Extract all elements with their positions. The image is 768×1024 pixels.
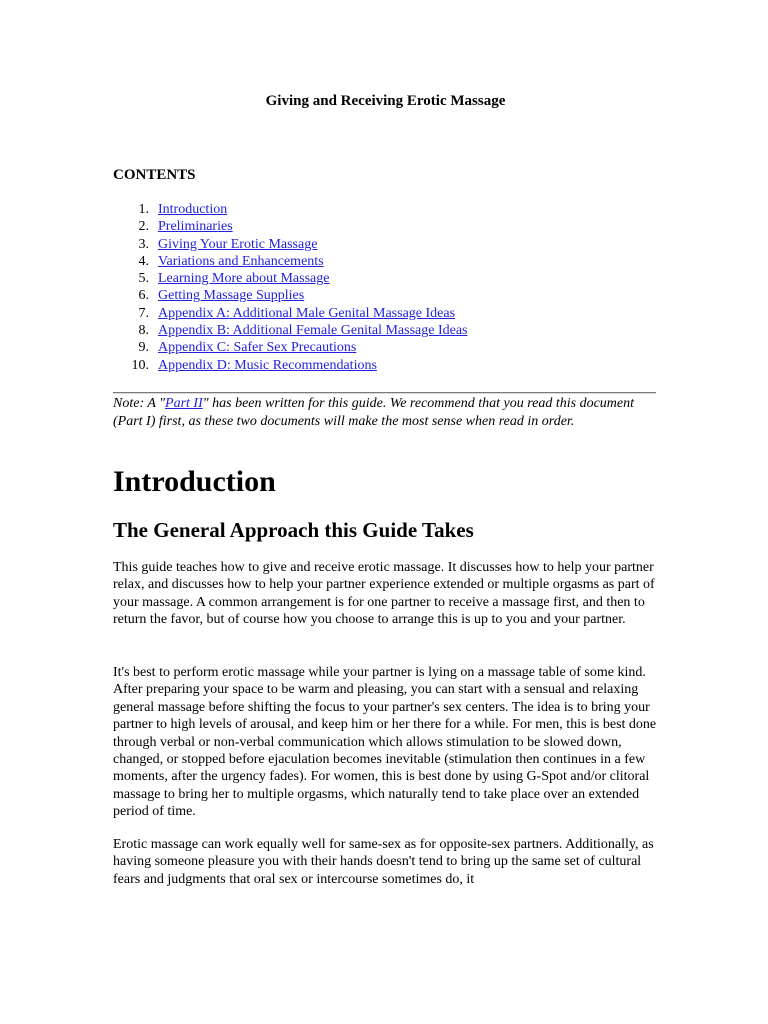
toc-link-appendix-c[interactable]: Appendix C: Safer Sex Precautions	[158, 340, 357, 356]
toc-number: 2.	[138, 219, 149, 235]
toc-item	[113, 218, 468, 235]
table-of-contents	[113, 201, 468, 374]
body-paragraph: This guide teaches how to give and receive erotic massage. It discusses how to help your partner relax, and discusses how to help your partner experience extended or multiple orgasms as part of your massage. A common arrangement is for one partner to receive a massage first, and then to return the favor, but of course how you choose to arrange this is up to you and your partner.	[113, 560, 655, 628]
toc-item	[113, 201, 468, 218]
part-two-note	[113, 395, 653, 430]
toc-link-appendix-a[interactable]: Appendix A: Additional Male Genital Massage Ideas	[158, 305, 456, 321]
toc-item	[113, 287, 468, 304]
toc-number: 8.	[138, 323, 149, 339]
toc-link-preliminaries[interactable]: Preliminaries	[158, 219, 233, 235]
document-title: Giving and Receiving Erotic Massage	[265, 93, 506, 109]
section-heading-introduction: Introduction	[113, 465, 276, 498]
toc-item	[113, 357, 468, 374]
contents-heading: CONTENTS	[113, 167, 196, 183]
toc-item	[113, 253, 468, 270]
toc-number: 10.	[131, 357, 149, 373]
toc-link-appendix-d[interactable]: Appendix D: Music Recommendations	[158, 357, 377, 373]
toc-link-appendix-b[interactable]: Appendix B: Additional Female Genital Massage Ideas	[158, 323, 468, 339]
toc-link-variations[interactable]: Variations and Enhancements	[158, 253, 324, 269]
subsection-heading: The General Approach this Guide Takes	[113, 518, 474, 542]
toc-number: 7.	[138, 305, 149, 321]
toc-number: 3.	[138, 236, 149, 252]
toc-item	[113, 236, 468, 253]
toc-number: 4.	[138, 253, 149, 269]
toc-number: 6.	[138, 288, 149, 304]
toc-number: 1.	[138, 202, 149, 217]
body-paragraph: It's best to perform erotic massage while your partner is lying on a massage table of some kind. After preparing your space to be warm and pleasing, you can start with a sensual and relaxing general massage before shifting the focus to your partner's sex centers. The idea is to bring your partner to high levels of arousal, and keep him or her there for a while. For men, this is best done through verbal or non-verbal communication which allows stimulation to be slowed down, changed, or stopped before ejaculation becomes inevitable (stimulation then continues in a few moments, after the urgency fades). For women, this is best done by using G-Spot and/or clitoral massage to bring her to multiple orgasms, which naturally tend to take place over an extended period of time.	[113, 665, 657, 820]
toc-number: 5.	[138, 271, 149, 287]
toc-link-giving-massage[interactable]: Giving Your Erotic Massage	[158, 236, 318, 252]
toc-number: 9.	[138, 340, 149, 356]
toc-link-introduction[interactable]: Introduction	[158, 202, 228, 217]
toc-link-learning-more[interactable]: Learning More about Massage	[158, 271, 330, 287]
toc-item	[113, 339, 468, 356]
toc-item	[113, 322, 468, 339]
note-text-after: " has been written for this guide. We recommend that you read this document (Part I) first, as these two documents will make the most sense when read in order.	[113, 396, 635, 429]
toc-link-supplies[interactable]: Getting Massage Supplies	[158, 288, 305, 304]
part-two-link[interactable]: Part II	[165, 396, 203, 411]
note-text-before: Note: A "	[113, 396, 166, 411]
toc-item	[113, 305, 468, 322]
toc-item	[113, 270, 468, 287]
body-paragraph: Erotic massage can work equally well for same-sex as for opposite-sex partners. Additionally, as having someone pleasure you with their hands doesn't tend to bring up the same set of cultural fears and judgments that oral sex or intercourse sometimes do, it	[113, 837, 654, 887]
horizontal-rule	[113, 392, 656, 394]
